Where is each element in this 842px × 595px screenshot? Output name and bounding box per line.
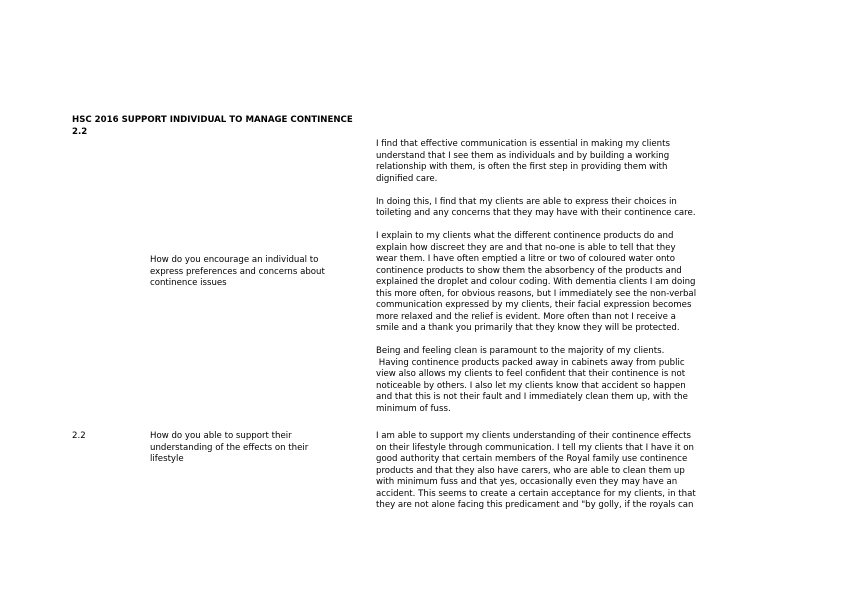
answer-line: they are not alone facing this predicament and "by golly, if the royals can (376, 500, 694, 510)
answer-line: communication expressed by my clients, their facial expression becomes (376, 300, 692, 310)
answer-line: accident. This seems to create a certain acceptance for my clients, in that (376, 488, 696, 499)
answer-line: on their lifestyle through communication. I tell my clients that I have it on (376, 442, 694, 453)
answer-line: view also allows my clients to feel confident that their continence is not (376, 369, 686, 379)
answer-line: and that this is not their fault and I immediately clean them up, with the (376, 392, 688, 402)
answer-line: this more often, for obvious reasons, but I immediately see the non-verbal (376, 288, 697, 299)
question-line: continence issues (150, 278, 227, 288)
answer-line: relationship with them, is often the first step in providing them with (376, 162, 668, 172)
answer-line: with minimum fuss and that yes, occasionally even they may have an (376, 477, 678, 487)
answer-line: I find that effective communication is essential in making my clients (376, 139, 670, 149)
section-number: 2.2 (72, 127, 88, 137)
answer-line: Being and feeling clean is paramount to the majority of my clients. (376, 346, 665, 356)
question-line: How do you able to support their (150, 431, 292, 441)
answer-line: understand that I see them as individuals and by building a working (376, 150, 670, 161)
answer-paragraph (376, 139, 756, 185)
question-line: understanding of the effects on their (150, 442, 309, 453)
answer-support-understanding (376, 431, 756, 523)
question-line: express preferences and concerns about (150, 266, 325, 277)
answer-line: minimum of fuss. (376, 403, 451, 414)
answer-line: Having continence products packed away in cabinets away from public (376, 357, 685, 368)
answer-express-preferences (376, 139, 756, 427)
answer-paragraph (376, 431, 756, 512)
answer-line: smile and a thank you primarily that they know they will be protected. (376, 323, 680, 333)
answer-line: wear them. I have often emptied a litre or two of coloured water onto (376, 254, 676, 264)
answer-paragraph (376, 231, 756, 335)
question-support-understanding (150, 431, 365, 466)
answer-line: noticeable by others. I also let my clients know that accident so happen (376, 380, 686, 391)
answer-line: continence products to show them the absorbency of the products and (376, 265, 682, 276)
answer-line: explained the droplet and colour coding. With dementia clients I am doing (376, 277, 696, 287)
question-express-preferences (150, 255, 365, 290)
answer-line: dignified care. (376, 173, 438, 184)
answer-line: more relaxed and the relief is evident. More often than not I receive a (376, 311, 676, 322)
answer-paragraph (376, 197, 756, 220)
answer-line: products and that they also have carers, who are able to clean them up (376, 465, 685, 476)
answer-line: I explain to my clients what the different continence products do and (376, 231, 674, 241)
answer-line: good authority that certain members of the Royal family use continence (376, 454, 688, 464)
answer-paragraph (376, 346, 756, 415)
question-line: lifestyle (150, 454, 184, 464)
answer-line: toileting and any concerns that they may have with their continence care. (376, 208, 696, 218)
document-title: HSC 2016 SUPPORT INDIVIDUAL TO MANAGE CONTINENCE (72, 115, 353, 125)
answer-line: explain how discreet they are and that no-one is able to tell that they (376, 242, 676, 253)
row-number: 2.2 (72, 431, 86, 441)
answer-line: I am able to support my clients understanding of their continence effects (376, 431, 692, 441)
question-line: How do you encourage an individual to (150, 255, 319, 265)
answer-line: In doing this, I find that my clients are able to express their choices in (376, 196, 677, 207)
